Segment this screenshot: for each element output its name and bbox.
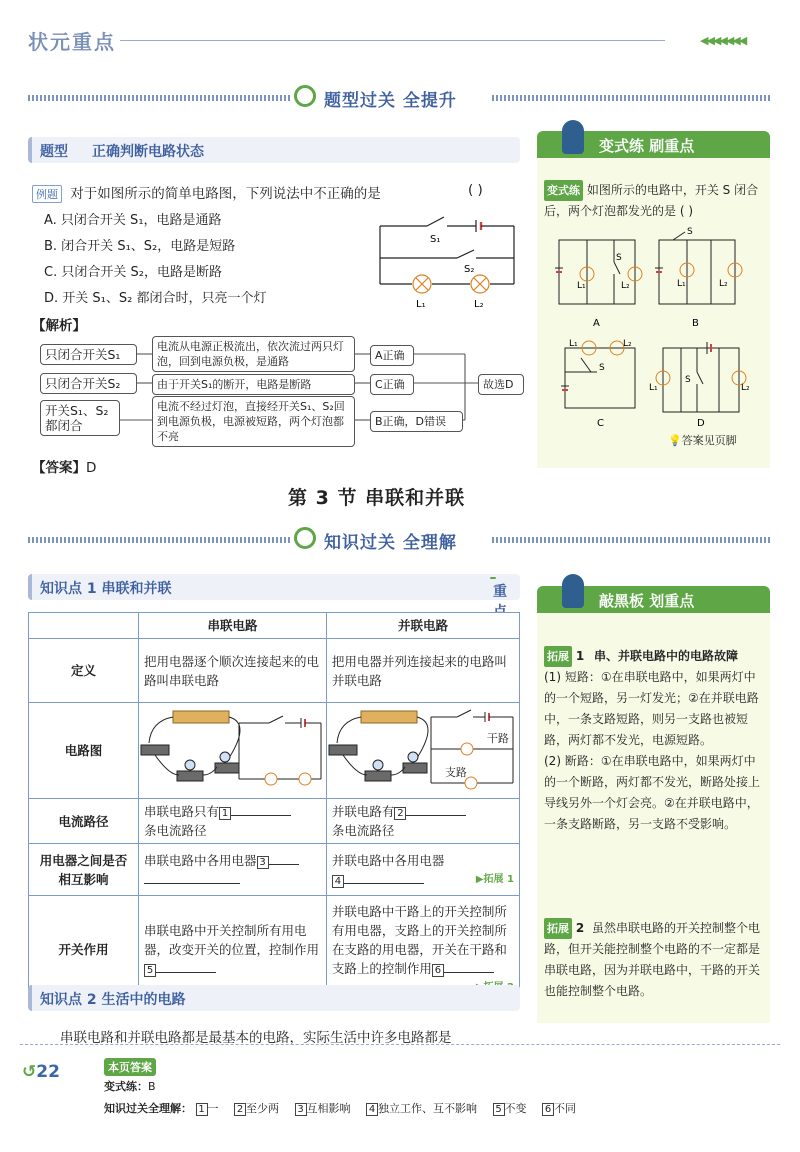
footer-answer-num-3: 3 <box>295 1103 307 1116</box>
trunk-label: 干路 <box>486 732 509 745</box>
practice-answer-note <box>668 432 737 448</box>
important-badge-text: 重 <box>493 584 507 600</box>
footer-answer-1: 一 <box>207 1102 219 1115</box>
blackboard-header-text: 敲黑板 划重点 <box>599 592 695 610</box>
footer-answer-5: 不变 <box>504 1102 527 1115</box>
practice-a-l1: L₁ <box>577 281 586 291</box>
footer-knowledge-label: 知识过关全理解： <box>104 1102 192 1115</box>
blank-number-1: 1 <box>219 807 231 820</box>
label-s2: S₂ <box>464 264 475 275</box>
blank-number-5: 5 <box>144 964 156 977</box>
parallel-circuit-diagram <box>327 703 517 793</box>
practice-b-l2: L₂ <box>719 279 728 289</box>
blackboard-mascot-icon <box>562 574 584 608</box>
practice-paren: ( ) <box>679 204 694 218</box>
banner2-right-line <box>492 537 770 543</box>
extension-1-title: 串、并联电路中的电路故障 <box>594 649 739 663</box>
page-number <box>22 1062 60 1082</box>
practice-d-l1: L₁ <box>649 383 658 393</box>
table-header-empty <box>29 613 139 639</box>
question-type-title: 正确判断电路状态 <box>92 144 204 160</box>
analysis-reason-3: 电流不经过灯泡，直接经开关S₁、S₂回到电源负极，电源被短路，两个灯泡都不亮 <box>152 396 355 447</box>
extension-1-open-circuit: (2) 断路：①在串联电路中，如果两灯中的一个断路，两灯都不发光，断路处接上导线另外一个灯会亮。②在并联电路中，一条支路断路，另一支路不受影响。 <box>544 754 761 831</box>
blank-number-3: 3 <box>257 856 269 869</box>
table-header-series: 串联电路 <box>139 613 327 639</box>
answers-tag-text: 本页答案 <box>108 1061 152 1074</box>
extension-2-num: 2 <box>575 921 585 935</box>
footer-answer-num-6: 6 <box>542 1103 554 1116</box>
extension-2-tag <box>544 918 572 939</box>
practice-b-l1: L₁ <box>677 279 686 289</box>
current-path-parallel <box>326 799 519 844</box>
practice-d-s: S <box>685 375 691 385</box>
blank-line-1 <box>231 815 291 816</box>
extension-1-tag-text: 拓展 <box>547 650 569 663</box>
practice-question-text: 如图所示的电路中，开关 S 闭合后，两个灯泡都发光的是 <box>544 183 759 218</box>
knowledge-point-2-bar <box>28 985 520 1011</box>
blank-number-4: 4 <box>332 875 344 888</box>
example-tag: 例题 <box>32 185 62 203</box>
practice-question <box>544 180 764 222</box>
extension-1-short-circuit: (1) 短路：①在串联电路中，如果两灯中的一个短路，另一灯发光；②在并联电路中，一条支路短路，则另一支路也被短路，两灯都不发光，电源短路。 <box>544 670 759 747</box>
definition-parallel: 把用电器并列连接起来的电路叫并联电路 <box>326 639 519 703</box>
blank-line-3 <box>269 864 299 865</box>
influence-series <box>139 844 327 896</box>
diagram-series-cell <box>139 703 327 799</box>
current-path-parallel-pre: 并联电路有 <box>331 804 395 819</box>
current-path-series-pre: 串联电路只有 <box>144 804 220 819</box>
practice-d-l2: L₂ <box>741 383 750 393</box>
practice-c-l2: L₂ <box>623 339 632 349</box>
current-path-parallel-post: 条电流路径 <box>331 823 395 838</box>
example-question-text: 对于如图所示的简单电路图，下列说法中不正确的是 <box>70 186 381 202</box>
influence-series-pre: 串联电路中各用电器 <box>144 852 257 868</box>
blank-line-5 <box>156 972 216 973</box>
switch-series-pre: 串联电路中开关控制所有用电器，改变开关的位置，控制作用 <box>144 923 320 957</box>
row-name-influence: 用电器之间是否相互影响 <box>29 844 139 896</box>
answer-label: 【答案】 <box>32 460 86 476</box>
page-icon: ↺ <box>22 1062 37 1082</box>
table-row-influence <box>29 844 520 896</box>
footer-answer-num-4: 4 <box>366 1103 378 1116</box>
series-circuit-diagram <box>139 703 325 793</box>
extension-1-num: 1 <box>575 649 585 663</box>
analysis-cond-2: 只闭合开关S₂ <box>40 373 137 394</box>
practice-letter-a: A <box>593 318 600 329</box>
option-d: D. 开关 S₁、S₂ 都闭合时，只亮一个灯 <box>44 291 267 306</box>
analysis-verdict-3: B正确，D错误 <box>370 411 463 432</box>
knowledge-point-1-bar <box>28 574 520 600</box>
branch-label: 支路 <box>444 766 467 779</box>
extension-1-tag <box>544 646 572 667</box>
analysis-reason-1: 电流从电源正极流出，依次流过两只灯泡，回到电源负极，是通路 <box>152 336 355 372</box>
practice-header-text: 变式练 刷重点 <box>599 137 695 155</box>
row-name-current-path: 电流路径 <box>29 799 139 844</box>
banner2-title: 知识过关 全理解 <box>324 533 457 553</box>
banner2-left-line <box>28 537 290 543</box>
extension-2-body: 虽然串联电路的开关控制整个电路，但开关能控制整个电路的不一定都是串联电路，因为并联电路中，干路的开关也能控制整个电路。 <box>544 921 761 998</box>
option-c: C. 只闭合开关 S₂，电路是断路 <box>44 265 222 280</box>
blank-line-4 <box>344 883 424 884</box>
practice-letter-b: B <box>692 318 699 329</box>
table-header-row <box>29 613 520 639</box>
knowledge-point-1-title: 知识点 1 串联和并联 <box>40 581 172 597</box>
footer-answer-4: 独立工作、互不影响 <box>378 1102 477 1115</box>
comparison-table <box>28 612 520 1004</box>
example-paren: ( ) <box>468 182 483 198</box>
footer-practice-value: B <box>148 1080 156 1093</box>
analysis-cond-1: 只闭合开关S₁ <box>40 344 137 365</box>
practice-answer-note-text: 答案见页脚 <box>681 434 737 447</box>
footer-answer-6: 不同 <box>554 1102 576 1115</box>
extension-2-tag-text: 拓展 <box>547 922 569 935</box>
header-arrows: ◀◀◀◀◀◀◀ <box>700 34 746 47</box>
blank-line-6 <box>444 972 494 973</box>
footer-answer-num-5: 5 <box>493 1103 505 1116</box>
blank-number-6: 6 <box>432 964 444 977</box>
row-name-switch: 开关作用 <box>29 896 139 1004</box>
influence-parallel <box>326 844 519 896</box>
footer-answer-num-2: 2 <box>234 1103 246 1116</box>
page-number-text: 22 <box>36 1062 60 1082</box>
practice-letter-d: D <box>697 418 705 429</box>
definition-series: 把用电器逐个顺次连接起来的电路叫串联电路 <box>139 639 327 703</box>
table-row-current-path <box>29 799 520 844</box>
answer-value: D <box>86 460 97 476</box>
practice-tag: 变式练 <box>544 180 583 201</box>
practice-circuits <box>537 222 770 432</box>
option-b: B. 闭合开关 S₁、S₂，电路是短路 <box>44 239 236 254</box>
knowledge-point-2-text: 串联电路和并联电路都是最基本的电路，实际生活中许多电路都是 <box>60 1030 452 1046</box>
footer-knowledge-answers <box>104 1100 576 1116</box>
analysis-verdict-2: C正确 <box>370 374 414 395</box>
practice-c-s: S <box>599 363 605 373</box>
practice-mascot-icon <box>562 120 584 154</box>
blank-number-2: 2 <box>394 807 406 820</box>
footer-practice-label: 变式练： <box>104 1080 148 1093</box>
practice-a-s: S <box>616 253 622 263</box>
blank-line-2 <box>406 815 466 816</box>
practice-c-l1: L₁ <box>569 339 578 349</box>
footer-rule <box>20 1044 780 1045</box>
footer-answer-num-1: 1 <box>196 1103 208 1116</box>
table-row-diagram <box>29 703 520 799</box>
analysis-title: 【解析】 <box>32 318 86 334</box>
row-name-diagram: 电路图 <box>29 703 139 799</box>
option-a: A. 只闭合开关 S₁，电路是通路 <box>44 213 222 228</box>
banner1-title: 题型过关 全提升 <box>324 91 457 111</box>
blank-line-3b <box>144 883 240 884</box>
section-heading: 第 3 节 串联和并联 <box>288 487 466 509</box>
row-name-definition: 定义 <box>29 639 139 703</box>
table-row-definition <box>29 639 520 703</box>
footer-practice-answer <box>104 1078 156 1094</box>
footer-answer-2: 至少两 <box>246 1102 279 1115</box>
analysis-cond-3: 开关S₁、S₂都闭合 <box>40 400 120 436</box>
current-path-series-post: 条电流路径 <box>144 823 207 838</box>
influence-parallel-pre: 并联电路中各用电器 <box>331 852 445 868</box>
table-header-parallel: 并联电路 <box>326 613 519 639</box>
diagram-parallel-cell <box>326 703 519 799</box>
question-type-label: 题型 <box>40 144 68 160</box>
current-path-series <box>139 799 327 844</box>
label-l2: L₂ <box>474 299 484 310</box>
analysis-reason-2: 由于开关S₁的断开，电路是断路 <box>152 374 355 395</box>
extension-2 <box>544 918 766 1002</box>
practice-b-s: S <box>687 227 693 237</box>
knowledge-point-2-title: 知识点 2 生活中的电路 <box>40 992 186 1008</box>
footer-answer-3: 互相影响 <box>306 1102 351 1115</box>
extension-1 <box>544 646 766 835</box>
important-badge <box>490 577 507 600</box>
banner2-icon <box>294 527 316 549</box>
label-s1: S₁ <box>430 234 441 245</box>
brand-text: 状元重点 <box>28 30 116 54</box>
label-l1: L₁ <box>416 299 426 310</box>
switch-parallel-pre: 并联电路中干路上的开关控制所有用电器，支路上的开关控制所在支路的用电器，开关在干路和支路上的控制作用 <box>331 904 507 976</box>
practice-letter-c: C <box>597 418 604 429</box>
answer-line <box>32 456 96 476</box>
answers-tag <box>104 1058 156 1076</box>
practice-a-l2: L₂ <box>621 281 630 291</box>
analysis-verdict-1: A正确 <box>370 345 414 366</box>
analysis-final: 故选D <box>478 374 524 395</box>
lightbulb-icon: 💡 <box>668 434 682 447</box>
expand-link-1[interactable]: ▶拓展 1 <box>475 873 514 885</box>
